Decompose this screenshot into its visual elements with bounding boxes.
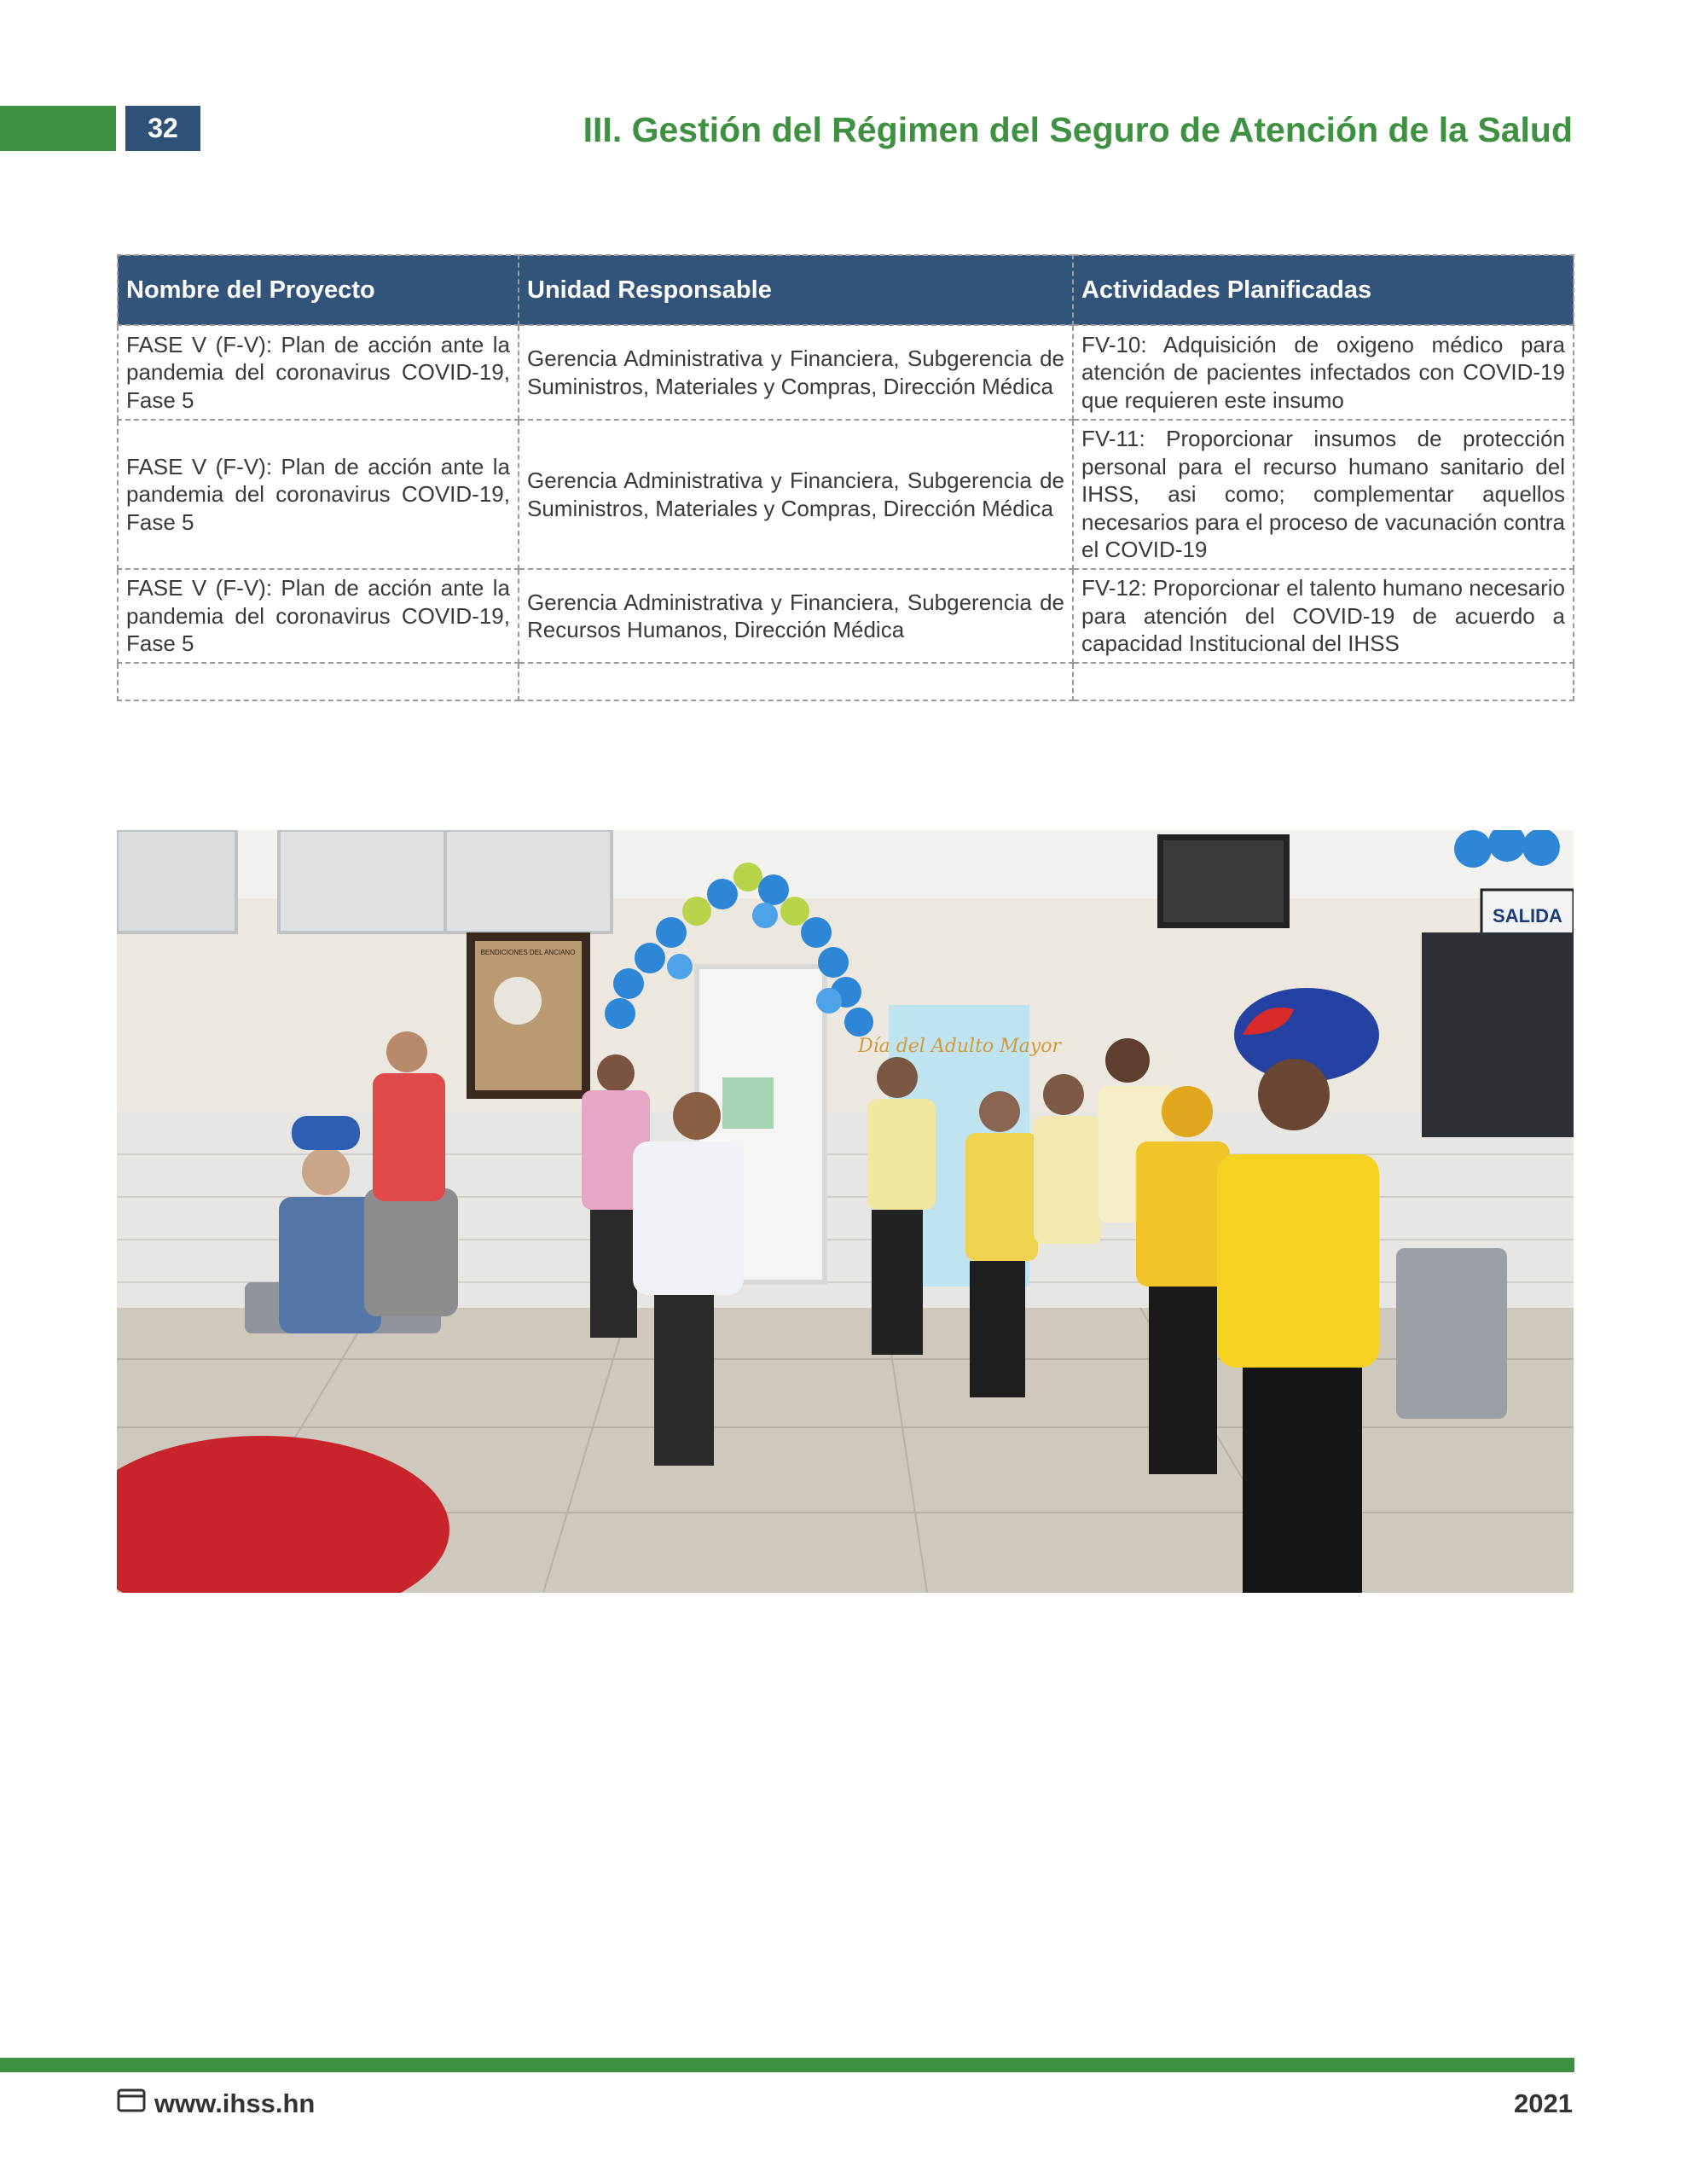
cell-activity: FV-10: Adquisición de oxigeno médico para atención de pacientes infectados con COVID-19 que requieren este insumo (1073, 325, 1574, 420)
exit-sign: SALIDA (1493, 905, 1562, 926)
footer-year: 2021 (1514, 2088, 1573, 2118)
cell-project: FASE V (F-V): Plan de acción ante la pandemia del coronavirus COVID-19, Fase 5 (118, 420, 519, 569)
footer-website[interactable] (117, 2085, 315, 2123)
column-header-activities: Actividades Planificadas (1073, 255, 1574, 325)
column-header-unit: Unidad Responsable (519, 255, 1073, 325)
table-row (118, 569, 1574, 663)
table-header-row (118, 255, 1574, 325)
cell-empty (1073, 663, 1574, 700)
poster-caption: BENDICIONES DEL ANCIANO (480, 949, 576, 956)
footer-green-bar (0, 2058, 1574, 2072)
event-photo (117, 830, 1574, 1593)
table-row (118, 325, 1574, 420)
header-green-bar (0, 106, 116, 151)
cell-empty (519, 663, 1073, 700)
browser-window-icon (117, 2088, 146, 2120)
projects-table (117, 254, 1574, 701)
cell-unit: Gerencia Administrativa y Financiera, Subgerencia de Suministros, Materiales y Compras, Dirección Médica (519, 420, 1073, 569)
cell-activity: FV-12: Proporcionar el talento humano necesario para atención del COVID-19 de acuerdo a capacidad Institucional del IHSS (1073, 569, 1574, 663)
page-number: 32 (125, 106, 200, 151)
table-row (118, 420, 1574, 569)
cell-empty (118, 663, 519, 700)
cell-activity: FV-11: Proporcionar insumos de protección personal para el recurso humano sanitario del IHSS, asi como; complementar aquellos necesarios para el proceso de vacunación contra el COVID-19 (1073, 420, 1574, 569)
table-empty-row (118, 663, 1574, 700)
website-url[interactable]: www.ihss.hn (154, 2088, 316, 2118)
event-photo-illustration (117, 830, 1574, 1593)
banner-text: Día del Adulto Mayor (857, 1036, 1062, 1057)
cell-project: FASE V (F-V): Plan de acción ante la pandemia del coronavirus COVID-19, Fase 5 (118, 569, 519, 663)
section-title: III. Gestión del Régimen del Seguro de Atención de la Salud (583, 109, 1573, 149)
column-header-project: Nombre del Proyecto (118, 255, 519, 325)
cell-project: FASE V (F-V): Plan de acción ante la pandemia del coronavirus COVID-19, Fase 5 (118, 325, 519, 420)
cell-unit: Gerencia Administrativa y Financiera, Subgerencia de Recursos Humanos, Dirección Médica (519, 569, 1073, 663)
cell-unit: Gerencia Administrativa y Financiera, Subgerencia de Suministros, Materiales y Compras, Dirección Médica (519, 325, 1073, 420)
